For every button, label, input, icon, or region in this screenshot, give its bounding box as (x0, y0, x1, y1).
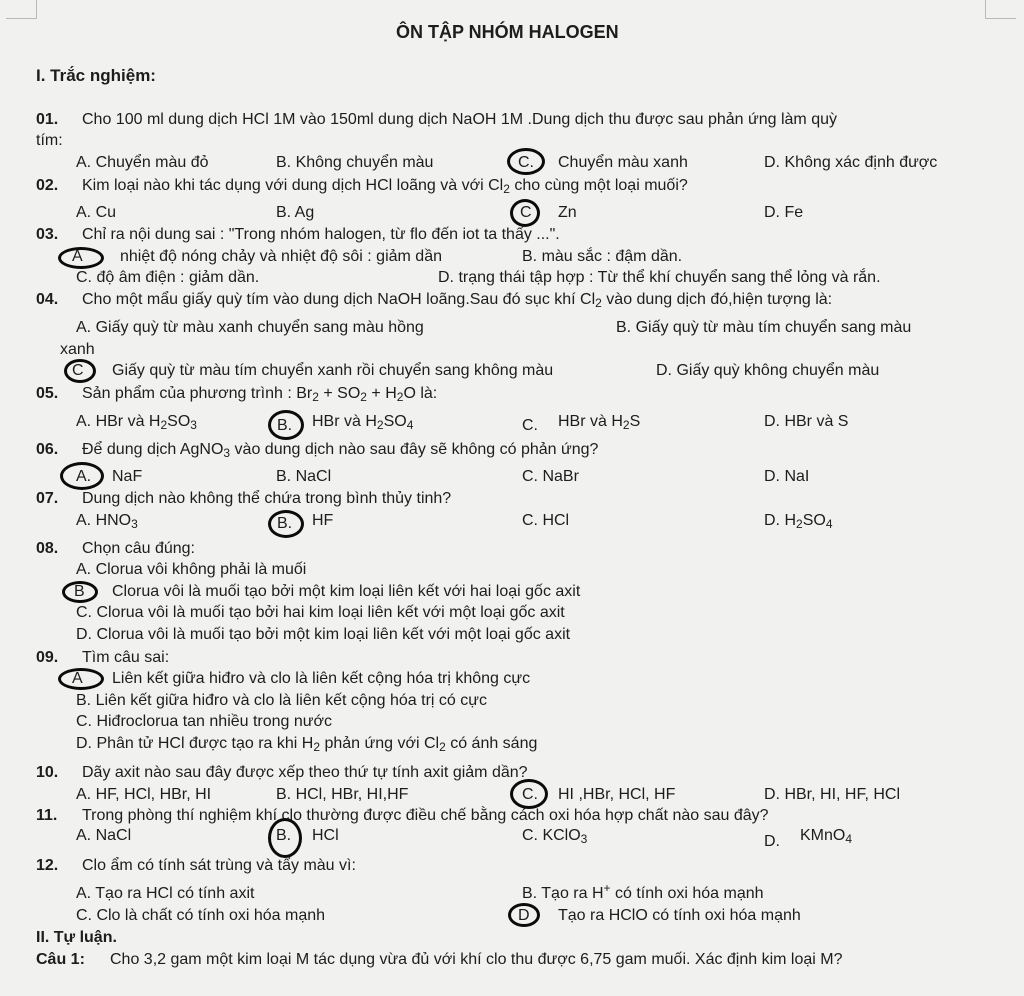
option-c: C. Clorua vôi là muối tạo bởi hai kim loại liên kết với một loại gốc axit (76, 604, 565, 621)
option-a-label: A (72, 670, 83, 687)
option-d: D. Phân tử HCl được tạo ra khi $H_2$ phản ứng với $Cl_2$ có ánh sáng (76, 735, 538, 754)
option-b: B. màu sắc : đậm dần. (522, 248, 683, 265)
page-title: ÔN TẬP NHÓM HALOGEN (396, 22, 619, 42)
subscript: 2 (503, 182, 510, 196)
option-c: HI ,HBr, HCl, HF (558, 786, 676, 803)
option-c: HBr và $H_2S$ (558, 413, 641, 432)
option-c: C. NaBr (522, 468, 579, 485)
question-text-end: vào dung dịch nào sau đây sẽ không có phản ứng? (230, 441, 599, 458)
question-number: 04. (36, 291, 59, 308)
section-multiple-choice: I. Trắc nghiệm: (36, 66, 156, 85)
option-d: Tạo ra HClO có tính oxi hóa mạnh (558, 907, 801, 924)
question-text-main: Cho một mẩu giấy quỳ tím vào dung dịch NaOH loãng.Sau đó sục khí Cl (82, 291, 596, 308)
option-c-label: C. (518, 154, 534, 171)
option-b-text-end: có tính oxi hóa mạnh (610, 885, 764, 902)
question-text: Trong phòng thí nghiệm khí clo thường được điều chế bằng cách oxi hóa hợp chất nào sau đây? (82, 807, 769, 824)
question-text: Cho 100 ml dung dịch HCl 1M vào 150ml dung dịch NaOH 1M .Dung dịch thu được sau phản ứng làm quỳ (82, 111, 837, 128)
question-number: 05. (36, 385, 59, 402)
option-a: A. HF, HCl, HBr, HI (76, 786, 212, 803)
option-d-text: D. H (764, 512, 796, 529)
option-d: D. trạng thái tập hợp : Từ thể khí chuyển sang thể lỏng và rắn. (438, 269, 881, 286)
section-essay: II. Tự luận. (36, 929, 117, 946)
option-d-text: KMnO (800, 827, 846, 844)
corner-mark-right (985, 0, 1016, 19)
option-d-label: D. (764, 833, 780, 850)
option-c: C. HCl (522, 512, 570, 529)
question-number: 03. (36, 226, 59, 243)
question-text-main: Để dung dịch AgNO (82, 441, 224, 458)
question-text: Chọn câu đúng: (82, 540, 195, 557)
question-number: 09. (36, 649, 59, 666)
option-c: C. Clo là chất có tính oxi hóa mạnh (76, 907, 326, 924)
question-text: Dung dịch nào không thể chứa trong bình thủy tinh? (82, 490, 452, 507)
option-b: B. Tạo ra H+ có tính oxi hóa mạnh (522, 881, 764, 902)
option-b-label: B. (277, 417, 293, 434)
option-c: Zn (558, 204, 577, 221)
option-b-label: B. (277, 515, 293, 532)
option-b-label: B (74, 583, 85, 600)
option-a: A. HBr và $H_2SO_3$ (76, 413, 197, 432)
option-d: D. Fe (764, 204, 804, 221)
option-a: Liên kết giữa hiđro và clo là liên kết cộng hóa trị không cực (112, 670, 531, 687)
question-number: 11. (36, 807, 58, 824)
subscript: 3 (223, 446, 231, 460)
option-b: B. HCl, HBr, HI,HF (276, 786, 409, 803)
question-text: Clo ẩm có tính sát trùng và tẩy màu vì: (82, 857, 356, 874)
option-b-label: B. (276, 827, 292, 844)
option-c-text: C. KClO (522, 827, 581, 844)
option-b-text: HBr và H (312, 413, 377, 430)
question-text-continued: tím: (36, 132, 63, 149)
option-a-label: A (72, 248, 83, 265)
option-c-label: C (72, 362, 84, 379)
option-b-continued: xanh (60, 341, 95, 358)
question-number: 08. (36, 540, 59, 557)
option-a: nhiệt độ nóng chảy và nhiệt độ sôi : giảm dần (120, 248, 442, 265)
option-c: C. Hiđroclorua tan nhiều trong nước (76, 713, 332, 730)
option-a: A. Giấy quỳ từ màu xanh chuyển sang màu hồng (76, 319, 424, 336)
option-c: C. KClO$_3$ (522, 827, 588, 846)
option-d: D. Không xác định được (764, 154, 938, 171)
question-number: 12. (36, 857, 59, 874)
option-b: HCl (312, 827, 339, 844)
option-a: A. $HNO_3$ (76, 512, 138, 531)
option-b-text: B. Tạo ra H (522, 885, 604, 902)
option-b: B. Ag (276, 204, 315, 221)
question-text-end: vào dung dịch đó,hiện tượng là: (601, 291, 833, 308)
corner-mark-left (6, 0, 37, 19)
option-d: D. HBr, HI, HF, HCl (764, 786, 901, 803)
option-b: HBr và $H_2SO_4$ (312, 413, 414, 432)
option-c: Chuyển màu xanh (558, 154, 688, 171)
question-text: Chỉ ra nội dung sai : "Trong nhóm halogen, từ flo đến iot ta thấy ...". (82, 226, 560, 243)
option-d: D. HBr và S (764, 413, 849, 430)
option-a: A. Cu (76, 204, 117, 221)
option-a: A. Chuyển màu đỏ (76, 154, 209, 171)
question-text-main: Kim loại nào khi tác dụng với dung dịch HCl loãng và với Cl (82, 177, 504, 194)
question-number: 10. (36, 764, 59, 781)
question-number: 06. (36, 441, 59, 458)
question-number: 01. (36, 111, 59, 128)
option-d-text: D. Phân tử HCl được tạo ra khi H (76, 735, 314, 752)
option-a: NaF (112, 468, 143, 485)
question-text (82, 176, 688, 196)
option-d: D. $H_2SO_4$ (764, 512, 833, 531)
option-c-text: HBr và H (558, 413, 623, 430)
option-c: Giấy quỳ từ màu tím chuyển xanh rồi chuyển sang không màu (112, 362, 554, 379)
option-d: D. Clorua vôi là muối tạo bởi một kim loại liên kết với một loại gốc axit (76, 626, 571, 643)
option-b: B. NaCl (276, 468, 332, 485)
essay-question-label: Câu 1: (36, 951, 85, 968)
option-d-label: D (518, 907, 530, 924)
option-a: A. Tạo ra HCl có tính axit (76, 885, 255, 902)
option-a: A. NaCl (76, 827, 132, 844)
option-b: B. Giấy quỳ từ màu tím chuyển sang màu (616, 319, 912, 336)
question-number: 02. (36, 177, 59, 194)
option-d: D. NaI (764, 468, 810, 485)
option-d: D. Giấy quỳ không chuyển màu (656, 362, 880, 379)
question-text (82, 440, 598, 460)
option-a-label: A. (76, 468, 92, 485)
option-b: HF (312, 512, 334, 529)
question-text (82, 290, 832, 310)
option-c-label: C (520, 204, 532, 221)
option-c-label: C. (522, 786, 538, 803)
option-a: A. Clorua vôi không phải là muối (76, 561, 307, 578)
option-d: KMnO$_4$ (800, 827, 853, 846)
option-a-text: A. HBr và H (76, 413, 161, 430)
question-text: Dãy axit nào sau đây được xếp theo thứ tự tính axit giảm dần? (82, 764, 528, 781)
option-c: C. độ âm điện : giảm dần. (76, 269, 260, 286)
question-text-end: cho cùng một loại muối? (509, 177, 688, 194)
question-text: Tìm câu sai: (82, 649, 170, 666)
question-number: 07. (36, 490, 59, 507)
option-c-label: C. (522, 417, 538, 434)
option-a-text: A. HNO (76, 512, 132, 529)
option-b: B. Liên kết giữa hiđro và clo là liên kết cộng hóa trị có cực (76, 692, 487, 709)
option-b: Clorua vôi là muối tạo bởi một kim loại liên kết với hai loại gốc axit (112, 583, 581, 600)
option-b: B. Không chuyển màu (276, 154, 434, 171)
essay-question-text: Cho 3,2 gam một kim loại M tác dụng vừa đủ với khí clo thu được 6,75 gam muối. Xác định kim loại M? (110, 951, 843, 968)
question-text-main: Sản phẩm của phương trình : Br (82, 385, 313, 402)
question-text: Sản phẩm của phương trình : $Br_2 + SO_2 + H_2O$ là: (82, 385, 438, 404)
subscript: 2 (595, 296, 602, 310)
